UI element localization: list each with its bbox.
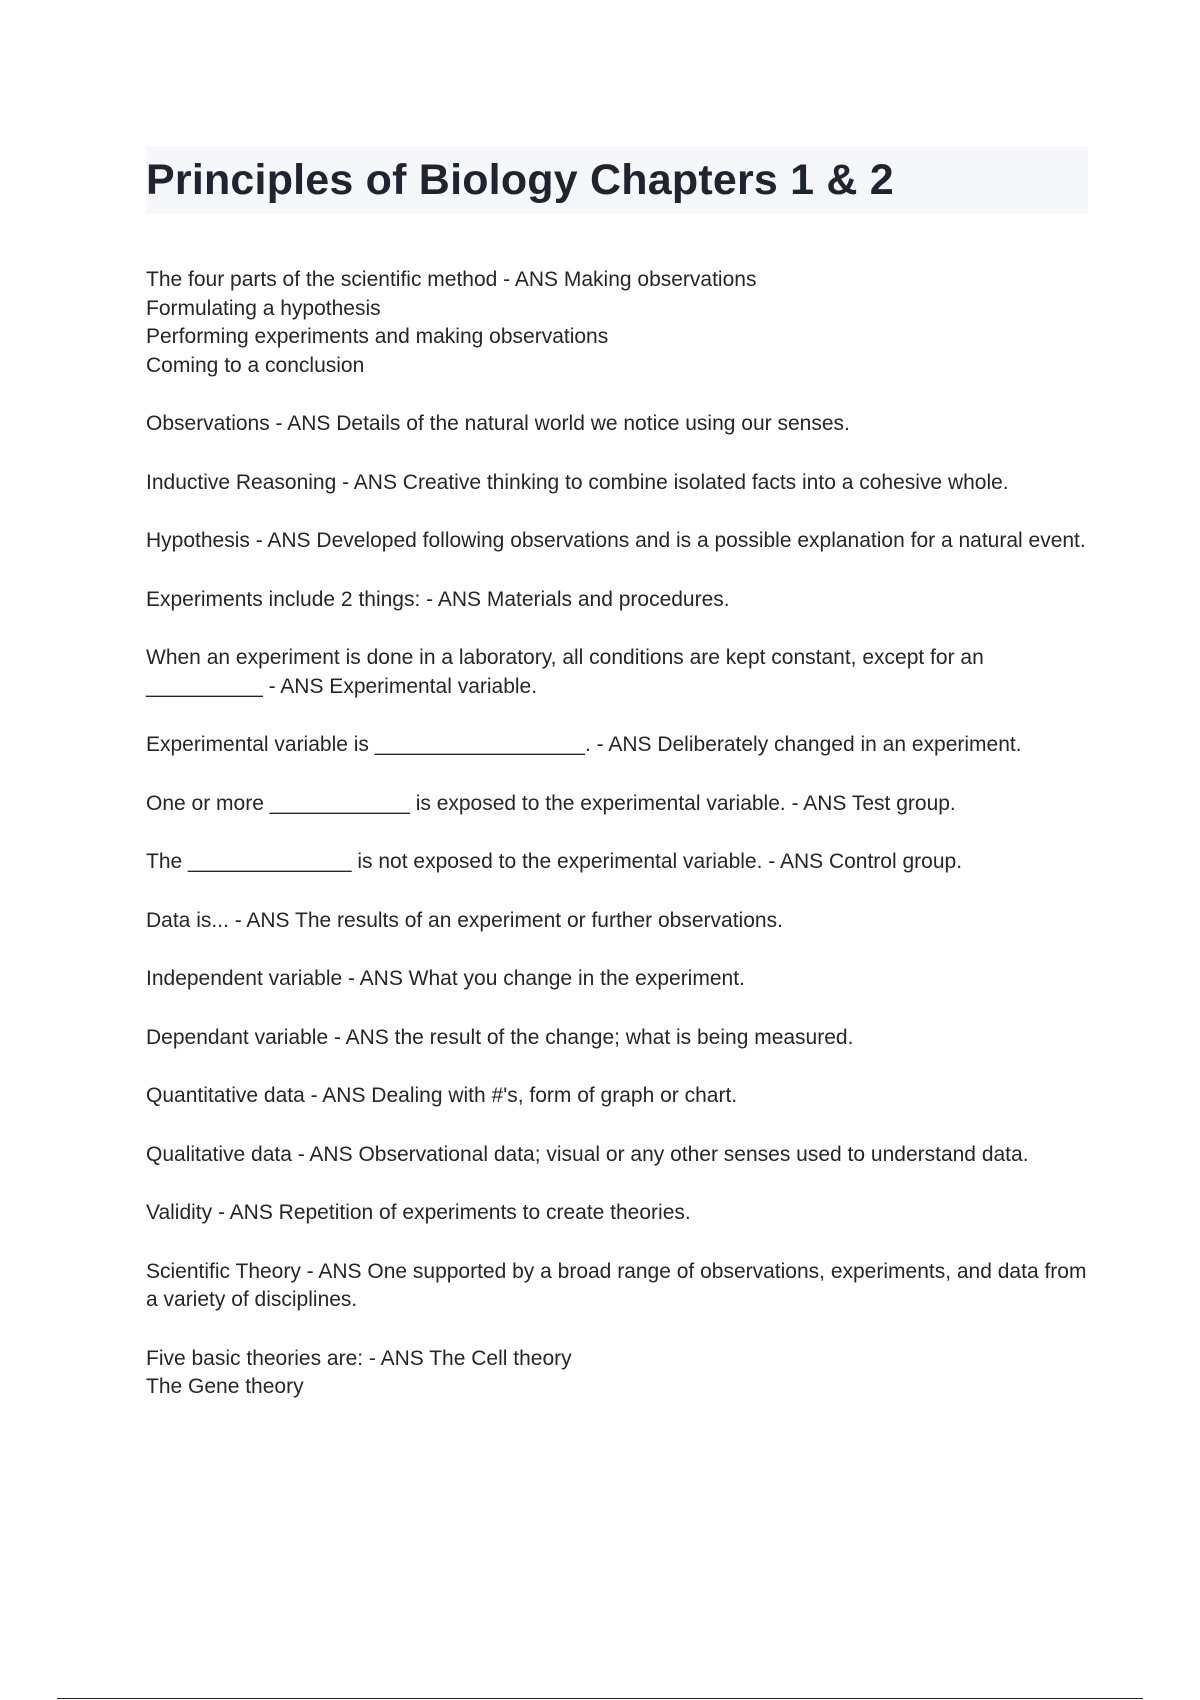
- entry-text: Inductive Reasoning - ANS Creative thinking to combine isolated facts into a cohesive whole.: [146, 470, 1009, 494]
- entry-text: Independent variable - ANS What you change in the experiment.: [146, 967, 745, 990]
- title-banner: [146, 146, 1088, 214]
- entry-text: Validity - ANS Repetition of experiments to create theories.: [146, 1201, 691, 1224]
- list-item: [146, 731, 1091, 760]
- list-item: [146, 266, 1091, 380]
- entry-text: Quantitative data - ANS Dealing with #'s, form of graph or chart.: [146, 1084, 738, 1107]
- entry-text: Dependant variable - ANS the result of the change; what is being measured.: [146, 1025, 854, 1049]
- list-item: [146, 527, 1091, 556]
- list-item: [146, 965, 1091, 994]
- list-item: [146, 1345, 1091, 1402]
- page-title: Principles of Biology Chapters 1 & 2: [146, 156, 894, 204]
- list-item: [146, 848, 1091, 877]
- entry-text: Scientific Theory - ANS One supported by a broad range of observations, experiments, and data from a variety of disciplines.: [146, 1259, 1087, 1311]
- list-item: [146, 907, 1091, 936]
- entry-text: Data is... - ANS The results of an experiment or further observations.: [146, 908, 783, 932]
- entry-text: The ______________ is not exposed to the experimental variable. - ANS Control group.: [146, 850, 963, 873]
- list-item: [146, 410, 1091, 439]
- entry-text: Experiments include 2 things: - ANS Materials and procedures.: [146, 587, 730, 611]
- entry-line: Five basic theories are: - ANS The Cell theory: [146, 1346, 572, 1370]
- list-item: [146, 586, 1091, 615]
- list-item: [146, 1024, 1091, 1053]
- entry-text: Observations - ANS Details of the natural world we notice using our senses.: [146, 412, 850, 435]
- entry-text: Qualitative data - ANS Observational data; visual or any other senses used to understand data.: [146, 1142, 1029, 1166]
- entry-text: One or more ____________ is exposed to the experimental variable. - ANS Test group.: [146, 791, 956, 815]
- document-body: [146, 266, 1091, 1432]
- list-item: [146, 790, 1091, 819]
- list-item: [146, 1258, 1091, 1315]
- list-item: [146, 1199, 1091, 1228]
- entry-line: The Gene theory: [146, 1375, 304, 1398]
- entry-line: The four parts of the scientific method - ANS Making observations: [146, 268, 757, 291]
- entry-text: Hypothesis - ANS Developed following observations and is a possible explanation for a natural event.: [146, 529, 1086, 552]
- entry-line: Formulating a hypothesis: [146, 296, 381, 320]
- list-item: [146, 469, 1091, 498]
- entry-text: When an experiment is done in a laboratory, all conditions are kept constant, except for an __________ - ANS Experimental variable.: [146, 646, 984, 698]
- list-item: [146, 1082, 1091, 1111]
- page-divider: [57, 1698, 1143, 1699]
- list-item: [146, 1141, 1091, 1170]
- list-item: [146, 644, 1091, 701]
- entry-text: Experimental variable is __________________. - ANS Deliberately changed in an experiment.: [146, 733, 1022, 756]
- entry-line: Coming to a conclusion: [146, 353, 365, 377]
- entry-line: Performing experiments and making observations: [146, 325, 609, 348]
